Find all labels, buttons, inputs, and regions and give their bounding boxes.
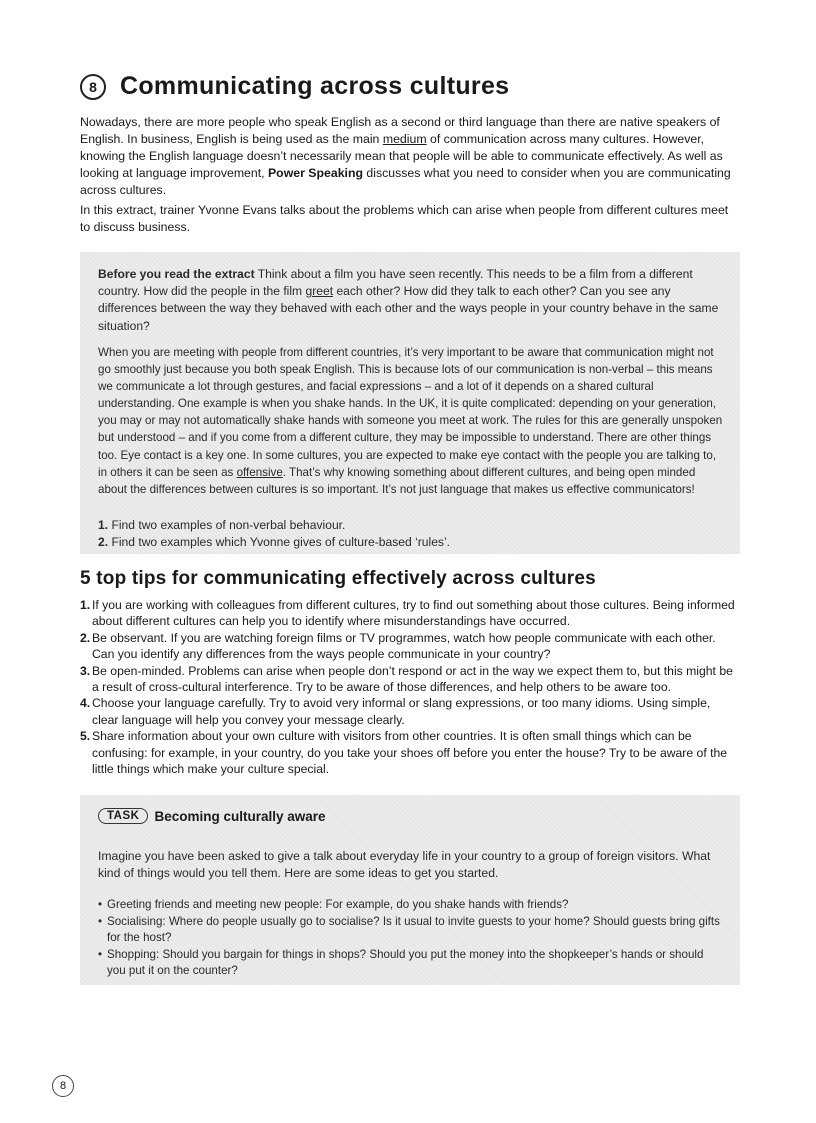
tip-item	[80, 630, 740, 663]
question-number: 1.	[98, 518, 109, 532]
page-header	[80, 72, 509, 101]
extract-underlined-word: offensive	[236, 465, 283, 479]
intro-paragraph-2: In this extract, trainer Yvonne Evans talks about the problems which can arise when people from different cultures meet to discuss business.	[80, 203, 729, 234]
question-item	[98, 517, 724, 534]
before-you-read-prompt	[98, 266, 724, 335]
tip-item	[80, 597, 740, 630]
tip-text: Choose your language carefully. Try to avoid very informal or slang expressions, or too many idioms. Using simple, clear language will help you convey your message clearly.	[92, 696, 711, 727]
task-title: Becoming culturally aware	[154, 808, 326, 824]
extract-body: . That’s why knowing something about different cultures, and being open minded about the differences between cultures is so important. It’s not just language that makes us effective communicators!	[98, 465, 696, 496]
extract-questions	[98, 517, 724, 551]
question-text: Find two examples which Yvonne gives of culture-based ‘rules’.	[108, 535, 451, 549]
tip-text: Be open-minded. Problems can arise when people don’t respond or act in the way we expect them to, but this might be a result of cross-cultural interference. Try to be aware of those differences, and help others to be aware too.	[92, 663, 733, 695]
tip-text: Be observant. If you are watching foreign films or TV programmes, watch how people communicate with each other. Can you identify any differences from the ways people communicate in your country?	[92, 630, 716, 662]
intro-text: Nowadays, there are more people who speak English as a second or third language than there are native speakers of English. In business, English is being used as the main	[80, 115, 720, 146]
task-header	[98, 808, 326, 824]
extract-text	[98, 344, 724, 498]
tip-item	[80, 728, 740, 777]
tip-number: 5.	[80, 729, 91, 744]
task-intro: Imagine you have been asked to give a talk about everyday life in your country to a group of foreign visitors. What kind of things would you tell them. Here are some ideas to get you started.	[98, 849, 711, 881]
intro-text: of communication across many cultures. However, knowing the English language doesn’t necessarily mean that people will be able to communicate effectively. As well as looking at language improvement,	[80, 132, 723, 180]
tip-item	[80, 695, 740, 728]
intro-bold-text: Power Speaking	[267, 166, 363, 180]
task-bullet: • Shopping: Should you bargain for things in shops? Should you put the money into the shopkeeper’s hands or should you put it on the counter?	[98, 947, 724, 980]
question-item	[98, 534, 724, 551]
tip-text: If you are working with colleagues from different cultures, try to find out something about those cultures. Being informed about different cultures can help you to identify where misunderstandings have occurred.	[92, 598, 735, 629]
tip-number: 3.	[80, 663, 91, 678]
tip-number: 1.	[80, 598, 91, 612]
tips-heading: 5 top tips for communicating effectively across cultures	[80, 568, 596, 589]
tip-number: 4.	[80, 696, 91, 711]
prompt-underlined-word: greet	[305, 284, 334, 299]
intro-underlined-word: medium	[382, 132, 427, 146]
prompt-text: each other? How did they talk to each other? Can you see any differences between the way they behaved with each other and the ways people in your country behave in the same situation?	[98, 284, 719, 333]
tip-text: Share information about your own culture with visitors from other countries. It is often small things which can be confusing: for example, in your country, do you take your shoes off before you enter the house? Try to be aware of the little things which make your culture special.	[92, 729, 728, 777]
prompt-lead: Before you read the extract	[98, 267, 255, 281]
extract-body: When you are meeting with people from different countries, it’s very important to be aware that communication might not go smoothly just because you both speak English. This is because lots of our communication is non-verbal – this means we communicate a lot through gestures, and facial expressions – and a lot of it depends on a shared cultural understanding. One example is when you shake hands. In the UK, it is quite complicated: depending on your generation, you may or may not automatically shake hands with someone you meet at work. The rules for this are generally unspoken but understood – and if you come from a different culture, they may be impossible to understand. There are other things too. Eye contact is a key one. In some cultures, you are expected to make eye contact with the people you are talking to, in others it can be seen as	[98, 346, 723, 479]
unit-number-badge: 8	[80, 74, 106, 100]
task-badge: TASK	[98, 808, 148, 824]
tip-item	[80, 663, 740, 696]
intro-text: discusses what you need to consider when you are communicating across cultures.	[80, 166, 731, 197]
page-title: Communicating across cultures	[120, 72, 510, 100]
question-number: 2.	[98, 535, 109, 549]
page-number: 8	[52, 1075, 74, 1097]
task-bullet: • Socialising: Where do people usually go to socialise? Is it usual to invite guests to your home? Should guests bring gifts for the host?	[98, 914, 724, 947]
prompt-text: Think about a film you have seen recently. This needs to be a film from a different country. How did the people in the film	[98, 267, 693, 299]
task-bullet-list	[98, 897, 724, 980]
tip-number: 2.	[80, 630, 91, 645]
intro-paragraph-1	[80, 114, 740, 199]
task-bullet: • Greeting friends and meeting new people: For example, do you shake hands with friends?	[98, 897, 724, 914]
question-text: Find two examples of non-verbal behaviour.	[108, 518, 346, 532]
tips-list	[80, 597, 740, 777]
